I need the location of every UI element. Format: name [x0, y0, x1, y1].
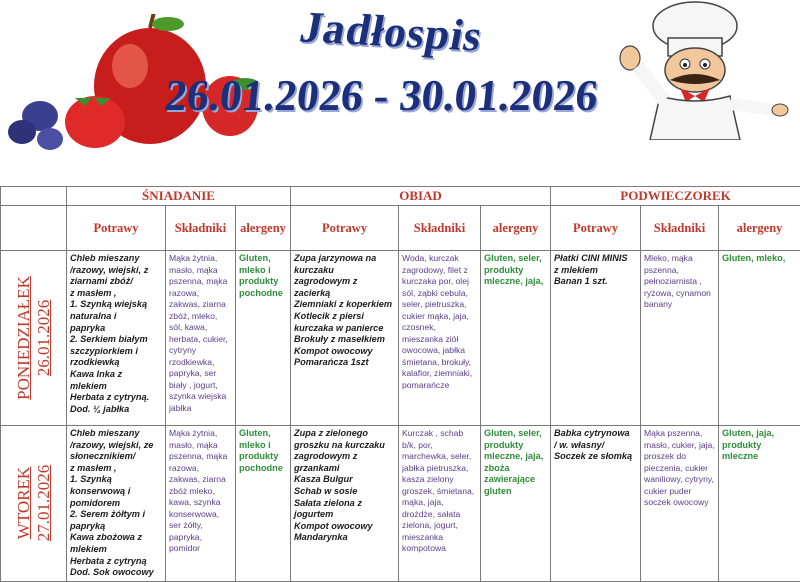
breakfast-dishes-tuesday: Chleb mieszany /razowy, wiejski, ze słonecznikiem/ z masłem , 1. Szynką konserwową i pomidorem 2. Serem żółtym i papryką Kawa zbożowa z mlekiem Herbata z cytryną Dod. Sok owocowy — [67, 426, 166, 582]
lunch-dishes-monday: Zupa jarzynowa na kurczaku zagrodowym z zacierką Ziemniaki z koperkiem Kotlecik z piersi kurczaka w panierce Brokuły z masełkiem Kompot owocowy Pomarańcza 1szt — [291, 251, 399, 426]
snack-allergens-monday: Gluten, mleko, — [719, 251, 800, 426]
lunch-dishes-tuesday: Zupa z zielonego groszku na kurczaku zagrodowym z grzankami Kasza Bulgur Schab w sosie Sałata zielona z jogurtem Kompot owocowy Mandarynka — [291, 426, 399, 582]
lunch-allergens-tuesday: Gluten, seler, produkty mleczne, jaja, zboża zawierające gluten — [481, 426, 551, 582]
menu-title: Jadłospis — [296, 1, 487, 61]
chef-illustration-icon — [590, 0, 790, 140]
menu-date-range: 26.01.2026 - 30.01.2026 — [162, 70, 600, 121]
snack-ingredients-monday: Mleko, mąka pszenna, pełnoziarnista , ryżowa, cynamon banany — [641, 251, 719, 426]
day-date: 27.01.2026 — [34, 465, 54, 542]
day-name: PONIEDZIAŁEK — [14, 276, 34, 400]
snack-allergens-tuesday: Gluten, jaja, produkty mleczne — [719, 426, 800, 582]
snack-dishes-monday: Płatki CINI MINIS z mlekiem Banan 1 szt. — [551, 251, 641, 426]
group-header-row — [1, 187, 800, 206]
lunch-ingredients-header: Składniki — [399, 206, 481, 251]
lunch-allergens-header: alergeny — [481, 206, 551, 251]
lunch-dishes-header: Potrawy — [291, 206, 399, 251]
snack-allergens-header: alergeny — [719, 206, 800, 251]
snack-dishes-header: Potrawy — [551, 206, 641, 251]
breakfast-ingredients-tuesday: Mąka żytnia, masło, mąka pszenna, mąka razowa, zakwas, ziarna zbóż mleko, kawa, szynka konserwowa, ser żółty, papryka, pomidor — [166, 426, 236, 582]
lunch-ingredients-tuesday: Kurczak , schab b/k, por, marchewka, seler, jabłka pietruszka, kasza zielony groszek, śmietana, mąka, jaja, drożdże, sałata zielona, jogurt, mieszanka kompotowa — [399, 426, 481, 582]
breakfast-ingredients-monday: Mąka żytnia, masło, mąka pszenna, mąka razowa, zakwas, ziarna zbóż, mleko, sól, kawa, herbata, cukier, cytryny rzodkiewka, papryka, ser biały , jogurt, szynka wiejska jabłka — [166, 251, 236, 426]
group-lunch: OBIAD — [291, 187, 551, 206]
corner-cell-sub — [1, 206, 67, 251]
corner-cell — [1, 187, 67, 206]
subheader-row — [1, 206, 800, 251]
menu-table — [0, 186, 800, 582]
group-snack: PODWIECZOREK — [551, 187, 800, 206]
lunch-ingredients-monday: Woda, kurczak zagrodowy, filet z kurczaka por, olej sól, ząbki cebula, seler, pietruszka, cukier mąka, jaja, czosnek, mieszanka ziół owocowa, jabłka śmietana, brokuły, kalafior, ziemniaki, pomarańcze — [399, 251, 481, 426]
breakfast-allergens-monday: Gluten, mleko i produkty pochodne — [236, 251, 291, 426]
breakfast-allergens-tuesday: Gluten, mleko i produkty pochodne — [236, 426, 291, 582]
snack-ingredients-header: Składniki — [641, 206, 719, 251]
breakfast-ingredients-header: Składniki — [166, 206, 236, 251]
lunch-allergens-monday: Gluten, seler, produkty mleczne, jaja, — [481, 251, 551, 426]
day-date: 26.01.2026 — [34, 276, 54, 400]
day-label-monday — [1, 251, 67, 426]
day-name: WTOREK — [14, 465, 34, 542]
day-label-tuesday — [1, 426, 67, 582]
group-breakfast: ŚNIADANIE — [67, 187, 291, 206]
breakfast-allergens-header: alergeny — [236, 206, 291, 251]
day-row-monday — [1, 251, 800, 426]
menu-header — [0, 0, 800, 186]
breakfast-dishes-monday: Chleb mieszany /razowy, wiejski, z ziarnami zbóż/ z masłem , 1. Szynką wiejską naturalna i papryka 2. Serkiem białym szczypiorkiem i rzodkiewką Kawa Inka z mlekiem Herbata z cytryną. Dod. ¼ jabłka — [67, 251, 166, 426]
snack-dishes-tuesday: Babka cytrynowa / w. własny/ Soczek ze słomką — [551, 426, 641, 582]
day-row-tuesday — [1, 426, 800, 582]
snack-ingredients-tuesday: Mąka pszenna, masło, cukier, jaja, proszek do pieczenia, cukier waniliowy, cytryny, cukier puder soczek owocowy — [641, 426, 719, 582]
breakfast-dishes-header: Potrawy — [67, 206, 166, 251]
